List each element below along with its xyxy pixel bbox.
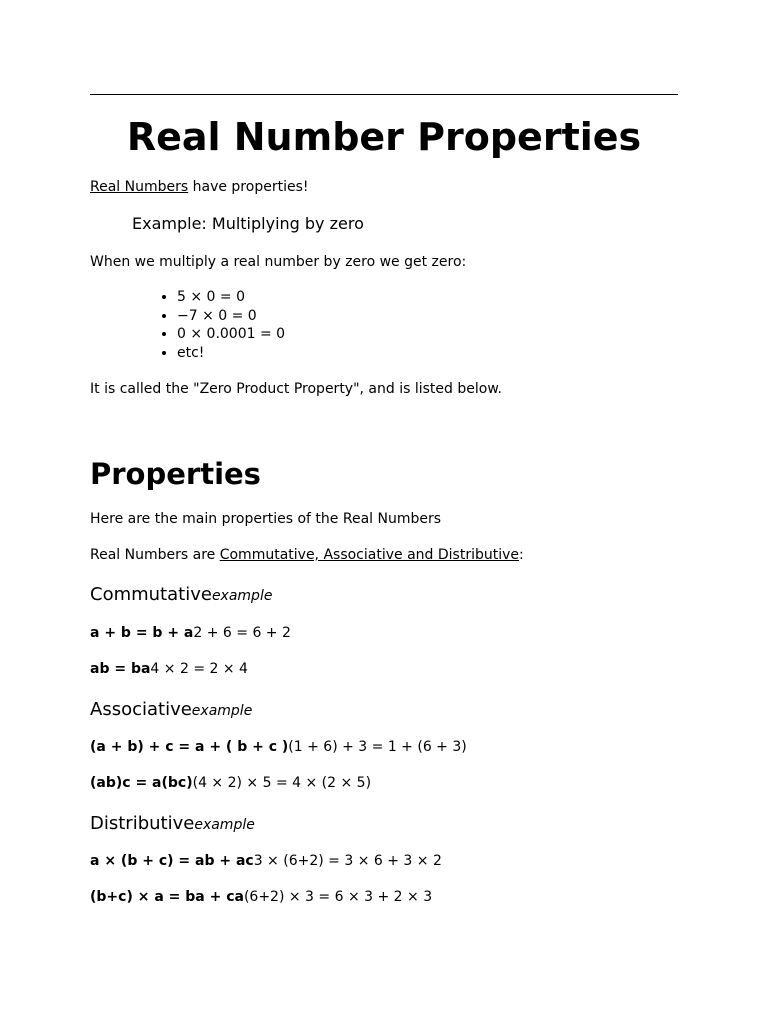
list-item: • 0 × 0.0001 = 0 [177, 325, 285, 344]
formula-example: 2 + 6 = 6 + 2 [193, 625, 291, 641]
formula-example: (6+2) × 3 = 6 × 3 + 2 × 3 [243, 889, 433, 905]
commutative-row-2 [90, 660, 248, 678]
properties-summary [90, 546, 524, 564]
intro-paragraph [90, 178, 308, 196]
distributive-name: Distributive [90, 813, 195, 834]
associative-name: Associative [90, 699, 192, 720]
example-label: example [194, 817, 255, 833]
properties-link[interactable]: Commutative, Associative and Distributive [219, 547, 520, 563]
example-list [132, 288, 285, 362]
top-divider [90, 94, 678, 95]
example-text: When we multiply a real number by zero we get zero: [90, 254, 467, 270]
real-numbers-link[interactable]: Real Numbers [90, 179, 189, 195]
commutative-name: Commutative [90, 584, 212, 605]
example-label: example [211, 588, 273, 604]
formula-example: 4 × 2 = 2 × 4 [150, 661, 248, 677]
intro-text: have properties! [188, 179, 309, 195]
example-heading: Example: Multiplying by zero [132, 214, 364, 233]
formula: (a + b) + c = a + ( b + c ) [90, 739, 289, 755]
formula: a × (b + c) = ab + ac [90, 853, 254, 869]
commutative-row-1 [90, 624, 291, 642]
summary-prefix: Real Numbers are [90, 547, 220, 563]
properties-intro: Here are the main properties of the Real Numbers [90, 511, 442, 527]
associative-row-1 [90, 738, 467, 756]
list-item: • etc! [177, 344, 285, 363]
formula: (ab)c = a(bc) [90, 775, 193, 791]
distributive-row-1 [90, 852, 442, 870]
formula-example: (4 × 2) × 5 = 4 × (2 × 5) [192, 775, 372, 791]
page-title: Real Number Properties [126, 115, 642, 159]
list-item: • 5 × 0 = 0 [177, 288, 285, 307]
summary-suffix: : [519, 547, 524, 563]
formula: a + b = b + a [90, 625, 194, 641]
example-label: example [191, 703, 253, 719]
associative-row-2 [90, 774, 371, 792]
zero-product-note: It is called the "Zero Product Property", and is listed below. [90, 381, 502, 397]
formula-example: (1 + 6) + 3 = 1 + (6 + 3) [288, 739, 467, 755]
commutative-heading [90, 584, 272, 607]
formula: (b+c) × a = ba + ca [90, 889, 244, 905]
properties-heading: Properties [90, 457, 261, 491]
formula: ab = ba [90, 661, 151, 677]
formula-example: 3 × (6+2) = 3 × 6 + 3 × 2 [253, 853, 442, 869]
list-item: • −7 × 0 = 0 [177, 307, 285, 326]
distributive-row-2 [90, 888, 432, 906]
associative-heading [90, 699, 252, 722]
distributive-heading [90, 813, 255, 836]
